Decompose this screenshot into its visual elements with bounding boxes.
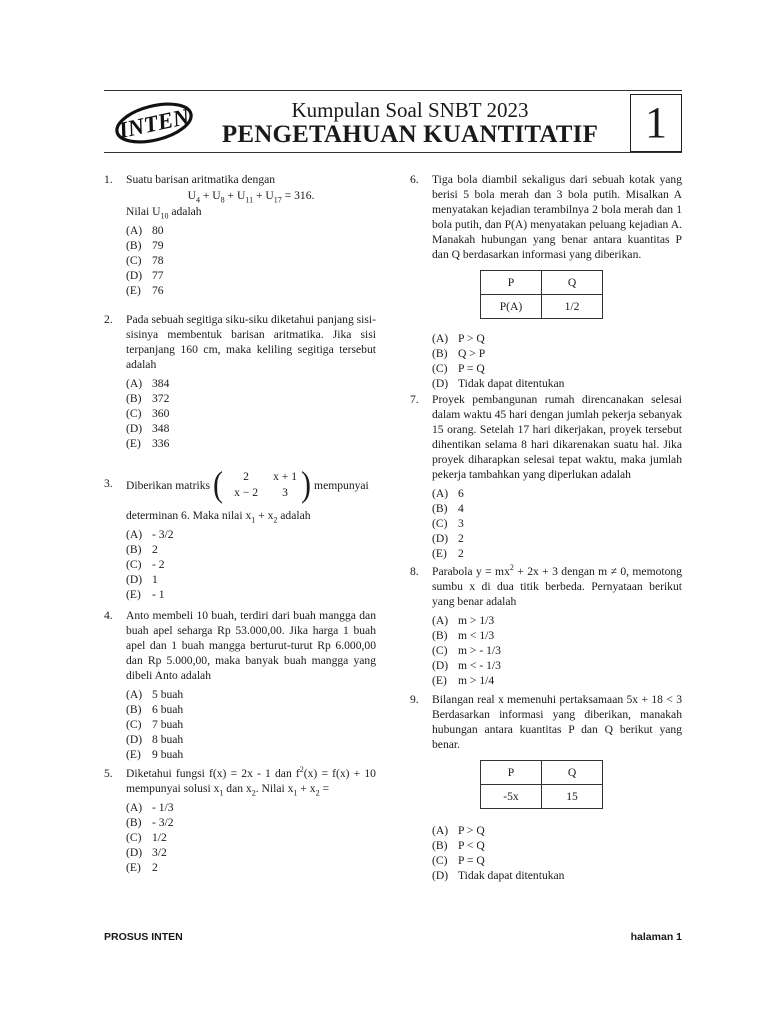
option-item bbox=[126, 421, 376, 436]
option-item bbox=[126, 391, 376, 406]
option-text: 8 buah bbox=[152, 733, 184, 746]
options-list bbox=[432, 486, 682, 561]
question-1 bbox=[104, 172, 376, 312]
option-item bbox=[126, 542, 376, 557]
option-text: P = Q bbox=[458, 854, 485, 867]
table-header-p: P bbox=[481, 271, 542, 295]
option-label: (D) bbox=[432, 532, 449, 545]
option-item bbox=[432, 658, 682, 673]
options-list bbox=[126, 800, 376, 875]
options-list bbox=[126, 687, 376, 762]
option-text: P < Q bbox=[458, 839, 485, 852]
question-stem: Parabola $y = mx^2 + 2x + 3$ dengan m ≠ 0, memotong sumbu x di dua titik berbeda. Pernyataan berikut yang benar adalah bbox=[432, 563, 682, 608]
question-stem: Suatu barisan aritmatika dengan bbox=[126, 173, 276, 186]
option-text: 3 bbox=[458, 517, 464, 530]
option-label: (B) bbox=[432, 347, 448, 360]
option-text: 7 buah bbox=[152, 718, 184, 731]
option-item bbox=[432, 673, 682, 688]
option-item bbox=[126, 717, 376, 732]
option-text: 1/2 bbox=[152, 831, 167, 844]
question-stem: Proyek pembangunan rumah direncanakan selesai dalam waktu 45 hari dengan jumlah pekerja sebanyak 15 orang. Setelah 17 hari dikerjakan, proyek tersebut dihentikan selama 8 hari dikarenakan suatu hal. Jika proyek diharapkan selesai tepat waktu, maka jumlah pekerja tambahkan yang diperlukan adalah bbox=[432, 393, 682, 481]
option-label: (C) bbox=[126, 254, 142, 267]
option-label: (D) bbox=[432, 659, 449, 672]
table-cell-q: 15 bbox=[542, 785, 603, 809]
option-label: (C) bbox=[432, 517, 448, 530]
option-text: Tidak dapat ditentukan bbox=[458, 377, 565, 390]
option-text: 6 buah bbox=[152, 703, 184, 716]
question-4 bbox=[104, 608, 376, 766]
question-number: 1. bbox=[104, 173, 113, 186]
option-text: 77 bbox=[152, 269, 164, 282]
option-label: (B) bbox=[126, 703, 142, 716]
options-list bbox=[126, 527, 376, 602]
option-label: (E) bbox=[126, 588, 141, 601]
options-list bbox=[126, 223, 376, 298]
option-label: (B) bbox=[432, 502, 448, 515]
option-text: 1 bbox=[152, 573, 158, 586]
option-text: 2 bbox=[152, 543, 158, 556]
option-label: (B) bbox=[432, 629, 448, 642]
option-label: (E) bbox=[126, 437, 141, 450]
options-list bbox=[432, 331, 682, 391]
option-label: (A) bbox=[432, 487, 449, 500]
option-item bbox=[432, 823, 682, 838]
question-7 bbox=[410, 392, 682, 564]
table-header-q: Q bbox=[542, 271, 603, 295]
option-item bbox=[126, 830, 376, 845]
option-label: (A) bbox=[432, 332, 449, 345]
question-8 bbox=[410, 564, 682, 692]
question-stem: Pada sebuah segitiga siku-siku diketahui panjang sisi-sisinya membentuk barisan aritmatika. Jika sisi terpanjang 160 cm, maka keliling segitiga tersebut adalah bbox=[126, 313, 376, 371]
option-text: - 1 bbox=[152, 588, 165, 601]
option-item bbox=[126, 436, 376, 451]
header-bottom-rule bbox=[104, 152, 682, 153]
pq-table bbox=[480, 760, 603, 809]
option-text: 3/2 bbox=[152, 846, 167, 859]
right-column bbox=[410, 172, 682, 883]
option-item bbox=[432, 546, 682, 561]
options-list bbox=[126, 376, 376, 451]
option-item bbox=[432, 376, 682, 391]
option-text: m < - 1/3 bbox=[458, 659, 501, 672]
footer-publisher: PROSUS INTEN bbox=[104, 931, 183, 943]
option-text: - 1/3 bbox=[152, 801, 174, 814]
option-text: P > Q bbox=[458, 332, 485, 345]
pq-table bbox=[480, 270, 603, 319]
option-label: (C) bbox=[432, 854, 448, 867]
question-6 bbox=[410, 172, 682, 392]
option-text: 80 bbox=[152, 224, 164, 237]
table-cell-p: -5x bbox=[481, 785, 542, 809]
question-9 bbox=[410, 692, 682, 883]
question-5 bbox=[104, 766, 376, 875]
option-text: 360 bbox=[152, 407, 170, 420]
matrix-cell: x − 2 bbox=[234, 486, 259, 499]
option-item bbox=[126, 732, 376, 747]
option-text: 9 buah bbox=[152, 748, 184, 761]
option-label: (A) bbox=[126, 801, 143, 814]
option-item bbox=[126, 268, 376, 283]
question-number: 3. bbox=[104, 477, 113, 490]
option-text: P > Q bbox=[458, 824, 485, 837]
option-text: 76 bbox=[152, 284, 164, 297]
option-item bbox=[432, 613, 682, 628]
option-text: 4 bbox=[458, 502, 464, 515]
option-item bbox=[432, 628, 682, 643]
option-item bbox=[126, 587, 376, 602]
option-text: 348 bbox=[152, 422, 170, 435]
option-label: (C) bbox=[126, 407, 142, 420]
option-item bbox=[432, 346, 682, 361]
left-column bbox=[104, 172, 376, 875]
option-label: (D) bbox=[126, 422, 143, 435]
option-item bbox=[432, 853, 682, 868]
option-item bbox=[126, 687, 376, 702]
option-text: - 2 bbox=[152, 558, 165, 571]
question-number: 5. bbox=[104, 767, 113, 780]
question-2 bbox=[104, 312, 376, 468]
option-text: 2 bbox=[458, 547, 464, 560]
option-item bbox=[432, 331, 682, 346]
page-number-box: 1 bbox=[630, 94, 682, 152]
options-list bbox=[432, 823, 682, 883]
option-item bbox=[126, 557, 376, 572]
header-subject: PENGETAHUAN KUANTITATIF bbox=[221, 121, 599, 148]
option-item bbox=[432, 643, 682, 658]
option-text: 78 bbox=[152, 254, 164, 267]
option-text: Tidak dapat ditentukan bbox=[458, 869, 565, 882]
question-3 bbox=[104, 464, 376, 608]
question-number: 7. bbox=[410, 393, 419, 406]
option-label: (E) bbox=[126, 284, 141, 297]
option-text: 6 bbox=[458, 487, 464, 500]
option-text: P = Q bbox=[458, 362, 485, 375]
question-number: 2. bbox=[104, 313, 113, 326]
option-label: (C) bbox=[126, 718, 142, 731]
matrix-cell: 3 bbox=[282, 486, 288, 499]
option-label: (D) bbox=[126, 733, 143, 746]
option-label: (E) bbox=[126, 861, 141, 874]
matrix: ( 2 x + 1 x − 2 3 ) bbox=[213, 464, 312, 505]
question-stem bbox=[126, 464, 376, 505]
option-label: (A) bbox=[126, 224, 143, 237]
option-label: (D) bbox=[432, 377, 449, 390]
option-item bbox=[126, 747, 376, 762]
option-item bbox=[432, 838, 682, 853]
option-label: (B) bbox=[126, 239, 142, 252]
footer-page-label: halaman 1 bbox=[630, 931, 682, 943]
option-item bbox=[126, 845, 376, 860]
matrix-cell: x + 1 bbox=[273, 470, 298, 483]
option-text: Q > P bbox=[458, 347, 486, 360]
question-stem-2: determinan 6. Maka nilai $x_1 + x_2$ adalah bbox=[126, 509, 311, 525]
option-text: 5 buah bbox=[152, 688, 184, 701]
option-item bbox=[126, 406, 376, 421]
option-label: (B) bbox=[126, 543, 142, 556]
option-text: m > 1/3 bbox=[458, 614, 495, 627]
option-label: (B) bbox=[432, 839, 448, 852]
option-text: m > 1/4 bbox=[458, 674, 495, 687]
option-label: (E) bbox=[432, 547, 447, 560]
option-label: (E) bbox=[126, 748, 141, 761]
option-label: (A) bbox=[126, 528, 143, 541]
question-formula: $U_4 + U_8 + U_{11} + U_{17} = 316$. bbox=[187, 189, 315, 205]
table-header-q: Q bbox=[542, 761, 603, 785]
option-item bbox=[432, 516, 682, 531]
option-text: 79 bbox=[152, 239, 164, 252]
option-label: (D) bbox=[432, 869, 449, 882]
option-item bbox=[126, 572, 376, 587]
option-label: (C) bbox=[432, 644, 448, 657]
question-stem: Anto membeli 10 buah, terdiri dari buah mangga dan buah apel seharga Rp 53.000,00. Jika harga 1 buah apel dan 1 buah mangga berturut-turut Rp 6.000,00 dan Rp 5.000,00, maka banyak buah mangga yang dibeli Anto adalah bbox=[126, 609, 376, 682]
option-text: m > - 1/3 bbox=[458, 644, 501, 657]
option-text: 384 bbox=[152, 377, 170, 390]
question-stem: Tiga bola diambil sekaligus dari sebuah kotak yang berisi 5 bola merah dan 3 bola putih. Misalkan A menyatakan kejadian terambilnya 2 bola merah dan 1 bola putih, dan P(A) menyatakan peluang kejadian A. Manakah hubungan yang benar antara kuantitas P dan Q berdasarkan informasi yang diberikan. bbox=[432, 173, 682, 261]
option-item bbox=[432, 361, 682, 376]
question-number: 6. bbox=[410, 173, 419, 186]
matrix-cell: 2 bbox=[243, 470, 249, 483]
question-number: 4. bbox=[104, 609, 113, 622]
option-text: m < 1/3 bbox=[458, 629, 495, 642]
option-item bbox=[126, 702, 376, 717]
option-label: (C) bbox=[126, 831, 142, 844]
option-item bbox=[126, 860, 376, 875]
header-top-rule bbox=[104, 90, 682, 91]
option-label: (A) bbox=[432, 614, 449, 627]
option-text: 336 bbox=[152, 437, 170, 450]
options-list bbox=[432, 613, 682, 688]
option-item bbox=[432, 486, 682, 501]
option-label: (A) bbox=[126, 688, 143, 701]
inten-logo bbox=[112, 96, 196, 150]
option-item bbox=[126, 527, 376, 542]
logo-wordmark: INTEN bbox=[116, 103, 192, 144]
option-text: 372 bbox=[152, 392, 170, 405]
option-label: (A) bbox=[126, 377, 143, 390]
option-label: (B) bbox=[126, 816, 142, 829]
option-text: 2 bbox=[458, 532, 464, 545]
option-item bbox=[432, 868, 682, 883]
option-text: - 3/2 bbox=[152, 528, 174, 541]
option-item bbox=[126, 238, 376, 253]
option-label: (B) bbox=[126, 392, 142, 405]
option-label: (C) bbox=[126, 558, 142, 571]
option-item bbox=[432, 531, 682, 546]
question-stem: Diketahui fungsi f(x) = 2x - 1 dan $f^2(x) = f(x) + 10$ mempunyai solusi $x_1$ dan $x_2$. Nilai $x_1 + x_2$ = bbox=[126, 765, 376, 798]
table-cell-p: P(A) bbox=[481, 295, 542, 319]
table-header-p: P bbox=[481, 761, 542, 785]
option-text: 2 bbox=[152, 861, 158, 874]
option-item bbox=[126, 223, 376, 238]
option-item bbox=[126, 253, 376, 268]
option-item bbox=[126, 376, 376, 391]
option-label: (A) bbox=[432, 824, 449, 837]
option-label: (D) bbox=[126, 846, 143, 859]
option-item bbox=[432, 501, 682, 516]
stem-after-matrix: mempunyai bbox=[314, 478, 369, 492]
option-label: (D) bbox=[126, 269, 143, 282]
table-cell-q: 1/2 bbox=[542, 295, 603, 319]
option-text: - 3/2 bbox=[152, 816, 174, 829]
question-number: 9. bbox=[410, 693, 419, 706]
stem-before-matrix: Diberikan matriks bbox=[126, 478, 211, 492]
question-stem: Bilangan real x memenuhi pertaksamaan 5x + 18 < 3 Berdasarkan informasi yang diberikan, manakah hubungan antara kuantitas P dan Q berikut yang benar. bbox=[432, 693, 682, 751]
question-number: 8. bbox=[410, 565, 419, 578]
header-title: Kumpulan Soal SNBT 2023 bbox=[291, 98, 529, 122]
option-item bbox=[126, 283, 376, 298]
option-label: (E) bbox=[432, 674, 447, 687]
option-item bbox=[126, 800, 376, 815]
question-stem-2: Nilai $U_{10}$ adalah bbox=[126, 205, 202, 221]
option-item bbox=[126, 815, 376, 830]
option-label: (D) bbox=[126, 573, 143, 586]
option-label: (C) bbox=[432, 362, 448, 375]
